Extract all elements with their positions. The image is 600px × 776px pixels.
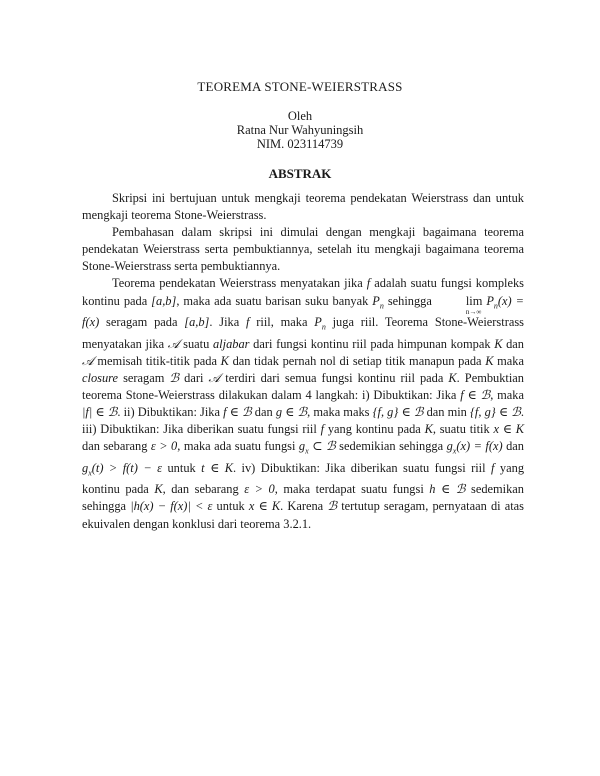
abstract-paragraph-3: Teorema pendekatan Weierstrass menyatakan jika f adalah suatu fungsi kompleks kontinu pada [a,b], maka ada suatu barisan suku banyak $P_n$ sehingga lim n→∞ $P_n(x) = f(x)$ seragam pada [a,b]. Jika f riil, maka $P_n$ juga riil. Teorema Stone-Weierstrass menyatakan jika 𝒜 suatu aljabar dari fungsi kontinu riil pada himpunan kompak K dan 𝒜 memisah titik-titik pada K dan tidak pernah nol di setiap titik manapun pada K maka closure seragam ℬ dari 𝒜 terdiri dari semua fungsi kontinu riil pada K. Pembuktian teorema Stone-Weierstrass dilakukan dalam 4 langkah: i) Dibuktikan: Jika f ∈ ℬ, maka |f| ∈ ℬ. ii) Dibuktikan: Jika f ∈ ℬ dan g ∈ ℬ, maka maks {f, g} ∈ ℬ dan min {f, g} ∈ ℬ. iii) Dibuktikan: Jika diberikan suatu fungsi riil f yang kontinu pada K, suatu titik x ∈ K dan sebarang ε > 0, maka ada suatu fungsi $g_x$ ⊂ ℬ sedemikian sehingga $g_x(x) = f(x)$ dan $g_x(t) > f(t) - \varepsilon$ untuk t ∈ K. iv) Dibuktikan: Jika diberikan suatu fungsi riil f yang kontinu pada K, dan sebarang ε > 0, maka terdapat suatu fungsi h ∈ ℬ sedemikan sehingga |h(x) − f(x)| < ε untuk x ∈ K. Karena ℬ tertutup seragam, pernyataan di atas ekuivalen dengan konklusi dari teorema 3.2.1. <box>82 276 525 531</box>
abstract-body <box>82 190 524 533</box>
paper-title: TEOREMA STONE-WEIERSTRASS <box>197 79 403 94</box>
student-id: NIM. 023114739 <box>256 137 344 151</box>
abstract-paragraph-1: Skripsi ini bertujuan untuk mengkaji teorema pendekatan Weierstrass dan untuk mengkaji teorema Stone-Weierstrass. <box>82 191 524 223</box>
by-label: Oleh <box>287 109 313 123</box>
abstract-heading: ABSTRAK <box>268 166 332 181</box>
abstract-paragraph-2: Pembahasan dalam skripsi ini dimulai dengan mengkaji bagaimana teorema pendekatan Weierstrass serta pembuktiannya, setelah itu mengkaji bagaimana teorema Stone-Weierstrass serta pembuktiannya. <box>82 225 524 274</box>
author-name: Ratna Nur Wahyuningsih <box>236 123 364 137</box>
